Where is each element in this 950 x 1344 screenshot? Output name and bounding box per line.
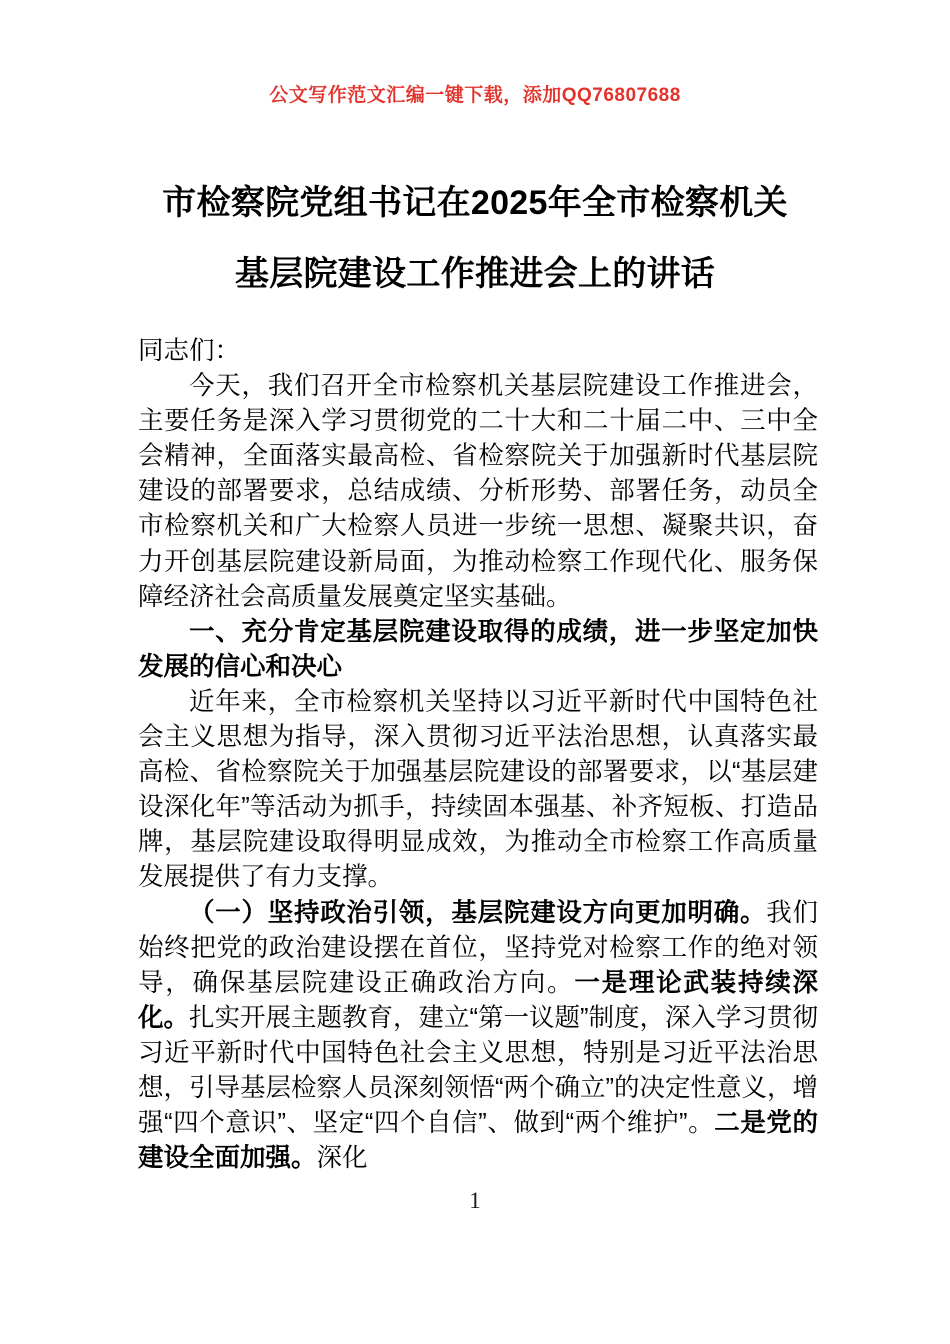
text-run-1: 我们始终把党的政治建设摆在首位，坚持党对检察工作的绝对领导，确保基层院建设正确政治方向。 bbox=[138, 898, 818, 997]
page-title bbox=[110, 168, 840, 310]
text-run-bold-4: 二是党的建设全面加强。 bbox=[138, 1109, 818, 1173]
paragraph-list bbox=[138, 369, 818, 1176]
text-run-0: 今天，我们召开全市检察机关基层院建设工作推进会，主要任务是深入学习贯彻党的二十大和二十届二中、三中全会精神，全面落实最高检、省检察院关于加强新时代基层院建设的部署要求，总结成绩、分析形势、部署任务，动员全市检察机关和广大检察人员进一步统一思想、凝聚共识，奋力开创基层院建设新局面，为推动检察工作现代化、服务保障经济社会高质量发展奠定坚实基础。 bbox=[138, 372, 818, 611]
paragraph-section-one-intro bbox=[138, 685, 818, 896]
page-number: 1 bbox=[469, 1188, 481, 1213]
page-title-line-1: 市检察院党组书记在2025年全市检察机关 bbox=[162, 184, 788, 222]
paragraph-subsection-one bbox=[138, 896, 818, 1177]
promo-watermark-text: 公文写作范文汇编一键下载，添加QQ76807688 bbox=[269, 85, 681, 106]
salutation: 同志们： bbox=[138, 337, 241, 365]
text-run-bold-2: 一是理论武装持续深化。 bbox=[138, 968, 818, 1032]
text-run-3: 扎实开展主题教育，建立“第一议题”制度，深入学习贯彻习近平新时代中国特色社会主义思想，特别是习近平法治思想，引导基层检察人员深刻领悟“两个确立”的决定性意义，增强“四个意识”、坚定“四个自信”、做到“两个维护”。 bbox=[138, 1003, 819, 1138]
text-run-bold-0: （一）坚持政治引领，基层院建设方向更加明确。 bbox=[189, 898, 767, 927]
text-run-0: 近年来，全市检察机关坚持以习近平新时代中国特色社会主义思想为指导，深入贯彻习近平法治思想，认真落实最高检、省检察院关于加强基层院建设的部署要求，以“基层建设深化年”等活动为抓手，持续固本强基、补齐短板、打造品牌，基层院建设取得明显成效，为推动全市检察工作高质量发展提供了有力支撑。 bbox=[138, 687, 818, 892]
paragraph-opening bbox=[138, 369, 818, 615]
page-title-line-2: 基层院建设工作推进会上的讲话 bbox=[234, 255, 716, 293]
text-run-bold-0: 一、充分肯定基层院建设取得的成绩，进一步坚定加快发展的信心和决心 bbox=[138, 617, 818, 681]
text-run-5: 深化 bbox=[316, 1144, 368, 1173]
document-body bbox=[138, 334, 818, 1176]
paragraph-section-one-heading bbox=[138, 615, 818, 685]
